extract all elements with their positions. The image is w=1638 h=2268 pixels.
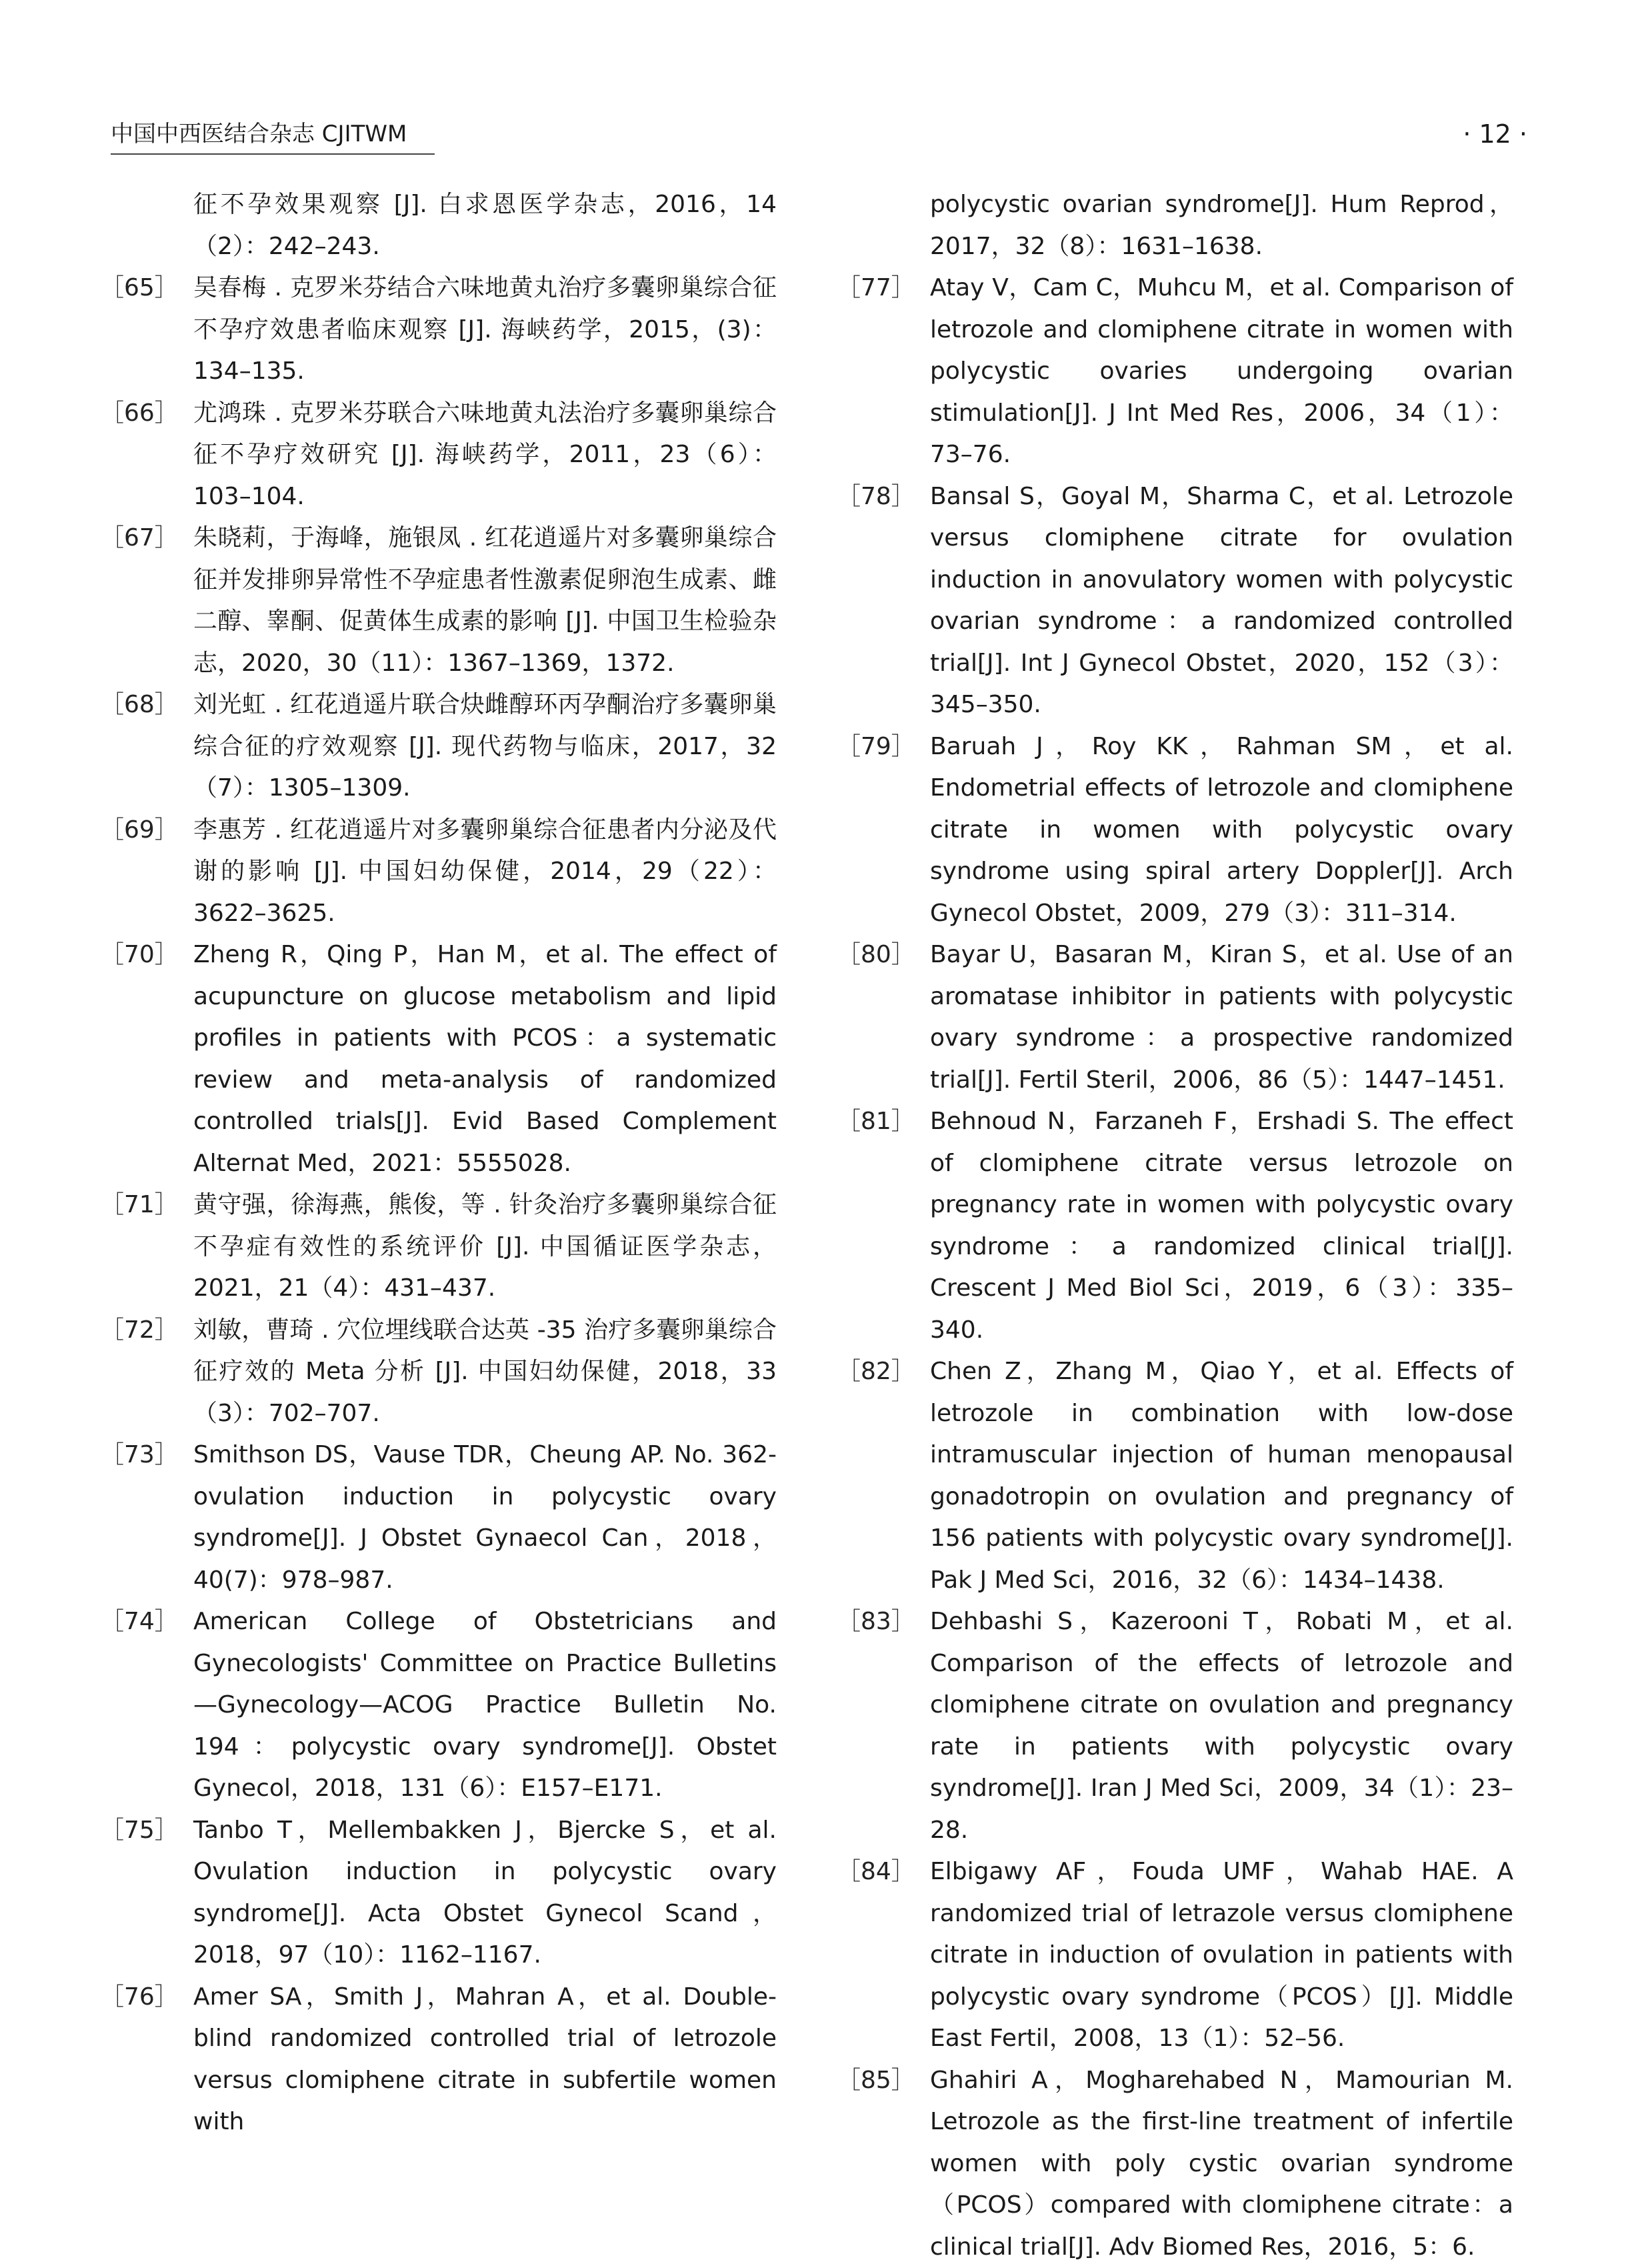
reference-entry [100,1184,777,1310]
reference-text: Behnoud N，Farzaneh F，Ershadi S. The effect of clomiphene citrate versus letrozole on pregnancy rate in women with polycystic ovary syndrome：a randomized clinical trial[J]. Crescent J Med Biol Sci，2019，6（3）：335–340. [930,1101,1513,1351]
reference-number: ［81］ [837,1101,930,1143]
reference-number: ［79］ [837,726,930,768]
reference-entry [100,1601,777,1810]
reference-text: Zheng R，Qing P，Han M，et al. The effect of acupuncture on glucose metabolism and lipid profiles in patients with PCOS：a systematic review and meta-analysis of randomized controlled trials[J]. Evid Based Complement Alternat Med，2021：5555028. [193,934,777,1184]
reference-number: ［84］ [837,1851,930,1893]
reference-text: 朱晓莉，于海峰，施银凤 . 红花逍遥片对多囊卵巢综合征并发排卵异常性不孕症患者性激素促卵泡生成素、雌二醇、睾酮、促黄体生成素的影响 [J]. 中国卫生检验杂志，2020，30（11）：1367–1369，1372. [193,517,777,684]
reference-number: ［68］ [100,684,193,726]
reference-number: ［67］ [100,517,193,559]
reference-number: ［77］ [837,267,930,309]
reference-text: 李惠芳 . 红花逍遥片对多囊卵巢综合征患者内分泌及代谢的影响 [J]. 中国妇幼保健，2014，29（22）：3622–3625. [193,810,777,935]
reference-number: ［78］ [837,476,930,518]
reference-text: Bansal S，Goyal M，Sharma C，et al. Letrozole versus clomiphene citrate for ovulation induction in anovulatory women with polycystic ovarian syndrome：a randomized controlled trial[J]. Int J Gynecol Obstet，2020，152（3）：345–350. [930,476,1513,726]
reference-number: ［74］ [100,1601,193,1643]
reference-number: ［83］ [837,1601,930,1643]
reference-text: Atay V，Cam C，Muhcu M，et al. Comparison of letrozole and clomiphene citrate in women with polycystic ovaries undergoing ovarian stimulation[J]. J Int Med Res，2006，34（1）：73–76. [930,267,1513,476]
reference-entry [837,1601,1513,1851]
reference-entry [100,934,777,1184]
reference-number: ［80］ [837,934,930,976]
reference-text: Amer SA，Smith J，Mahran A，et al. Double-blind randomized controlled trial of letrozole versus clomiphene citrate in subfertile women with [193,1977,777,2143]
reference-number: ［76］ [100,1977,193,2019]
reference-text: polycystic ovarian syndrome[J]. Hum Reprod，2017，32（8）：1631–1638. [837,184,1513,267]
reference-text: 黄守强，徐海燕，熊俊，等 . 针灸治疗多囊卵巢综合征不孕症有效性的系统评价 [J]. 中国循证医学杂志，2021，21（4）：431–437. [193,1184,777,1310]
journal-title: 中国中西医结合杂志 CJITWM [111,117,435,155]
reference-entry [837,934,1513,1101]
reference-number: ［69］ [100,810,193,852]
reference-entry [837,184,1513,267]
reference-entry [100,267,777,393]
reference-number: ［72］ [100,1310,193,1352]
reference-text: 尤鸿珠 . 克罗米芬联合六味地黄丸法治疗多囊卵巢综合征不孕疗效研究 [J]. 海峡药学，2011，23（6）：103–104. [193,393,777,518]
reference-text: Tanbo T，Mellembakken J，Bjercke S，et al. Ovulation induction in polycystic ovary syndrome[J]. Acta Obstet Gynecol Scand，2018，97（10）：1162–1167. [193,1810,777,1977]
right-column [837,184,1513,2268]
page-number: · 12 · [1463,117,1527,151]
reference-entry [100,1310,777,1435]
reference-number: ［85］ [837,2060,930,2102]
reference-text: Ghahiri A，Mogharehabed N，Mamourian M. Letrozole as the first-line treatment of infertile women with poly cystic ovarian syndrome（PCOS）compared with clomiphene citrate：a clinical trial[J]. Adv Biomed Res，2016，5：6. [930,2060,1513,2268]
reference-text: Bayar U，Basaran M，Kiran S，et al. Use of an aromatase inhibitor in patients with polycystic ovary syndrome：a prospective randomized trial[J]. Fertil Steril，2006，86（5）：1447–1451. [930,934,1513,1101]
reference-text: 吴春梅 . 克罗米芬结合六味地黄丸治疗多囊卵巢综合征不孕疗效患者临床观察 [J]. 海峡药学，2015，(3)：134–135. [193,267,777,393]
reference-text: Elbigawy AF，Fouda UMF，Wahab HAE. A randomized trial of letrazole versus clomiphene citrate in induction of ovulation in patients with polycystic ovary syndrome（PCOS）[J]. Middle East Fertil，2008，13（1）：52–56. [930,1851,1513,2060]
reference-entry [100,184,777,267]
reference-entry [100,1810,777,1977]
reference-text: American College of Obstetricians and Gynecologists' Committee on Practice Bulletins—Gynecology—ACOG Practice Bulletin No. 194：polycystic ovary syndrome[J]. Obstet Gynecol，2018，131（6）：E157–E171. [193,1601,777,1810]
reference-entry [837,1351,1513,1601]
reference-entry [837,267,1513,476]
reference-text: Dehbashi S，Kazerooni T，Robati M，et al. Comparison of the effects of letrozole and clomiphene citrate on ovulation and pregnancy rate in patients with polycystic ovary syndrome[J]. Iran J Med Sci，2009，34（1）：23–28. [930,1601,1513,1851]
reference-entry [837,1101,1513,1351]
reference-number: ［82］ [837,1351,930,1393]
page-header [111,117,1527,157]
reference-number: ［71］ [100,1184,193,1226]
reference-text: Smithson DS，Vause TDR，Cheung AP. No. 362-ovulation induction in polycystic ovary syndrome[J]. J Obstet Gynaecol Can，2018，40(7)：978–987. [193,1434,777,1601]
left-column [100,184,777,2143]
reference-entry [100,684,777,810]
reference-number: ［70］ [100,934,193,976]
reference-entry [100,517,777,684]
reference-text: Chen Z，Zhang M，Qiao Y，et al. Effects of letrozole in combination with low-dose intramuscular injection of human menopausal gonadotropin on ovulation and pregnancy of 156 patients with polycystic ovary syndrome[J]. Pak J Med Sci，2016，32（6）：1434–1438. [930,1351,1513,1601]
reference-number: ［66］ [100,393,193,435]
reference-entry [100,393,777,518]
reference-entry [837,1851,1513,2060]
reference-number: ［75］ [100,1810,193,1852]
reference-entry [100,810,777,935]
reference-entry [837,476,1513,726]
reference-text: Baruah J，Roy KK，Rahman SM，et al. Endometrial effects of letrozole and clomiphene citrate in women with polycystic ovary syndrome using spiral artery Doppler[J]. Arch Gynecol Obstet，2009，279（3）：311–314. [930,726,1513,935]
reference-entry [100,1434,777,1601]
reference-text: 刘敏，曹琦 . 穴位埋线联合达英 -35 治疗多囊卵巢综合征疗效的 Meta 分析 [J]. 中国妇幼保健，2018，33（3）：702–707. [193,1310,777,1435]
reference-number: ［65］ [100,267,193,309]
reference-text: 刘光虹 . 红花逍遥片联合炔雌醇环丙孕酮治疗多囊卵巢综合征的疗效观察 [J]. 现代药物与临床，2017，32（7）：1305–1309. [193,684,777,810]
reference-text: 征不孕效果观察 [J]. 白求恩医学杂志，2016，14（2）：242–243. [100,184,777,267]
reference-entry [100,1977,777,2143]
reference-entry [837,726,1513,935]
reference-number: ［73］ [100,1434,193,1476]
reference-entry [837,2060,1513,2268]
